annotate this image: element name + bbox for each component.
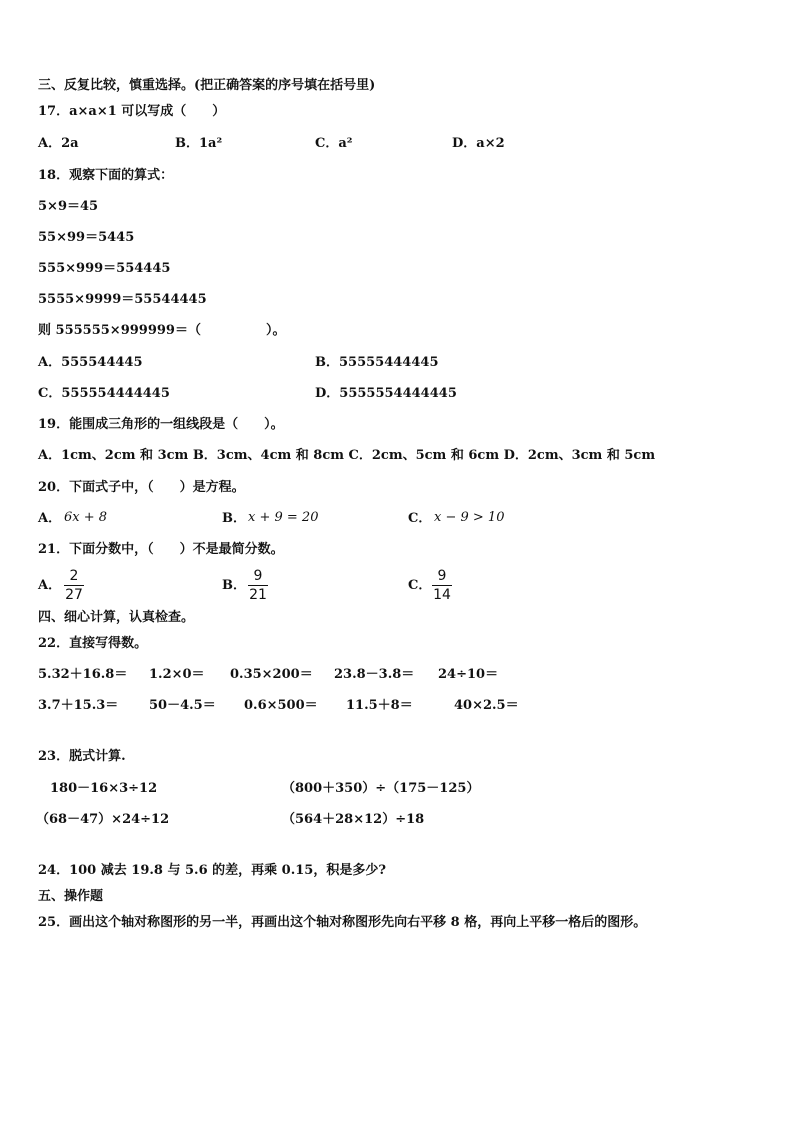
- q18-option-c: C．555554444445: [38, 386, 170, 401]
- q21-option-b-fraction: [248, 568, 268, 603]
- fraction-denominator: 21: [249, 587, 267, 603]
- q20-option-b-label: B．: [222, 511, 246, 526]
- q21-option-b-label: B．: [222, 578, 246, 593]
- q22-problem: 0.6×500＝: [244, 698, 318, 713]
- fraction-denominator: 14: [433, 587, 451, 603]
- question-19-stem: 19．能围成三角形的一组线段是（ ）。: [38, 417, 284, 432]
- q22-problem: 24÷10＝: [438, 667, 499, 682]
- q17-option-c: C．a²: [315, 136, 353, 151]
- q23-problem: （564＋28×12）÷18: [282, 812, 425, 827]
- question-21-stem: 21．下面分数中，（ ）不是最简分数。: [38, 542, 284, 557]
- q17-option-d: D．a×2: [452, 136, 505, 151]
- fraction-denominator: 27: [65, 587, 83, 603]
- q18-equation-line: 555×999＝554445: [38, 261, 171, 276]
- q17-option-a: A．2a: [38, 136, 79, 151]
- q18-option-d: D．5555554444445: [315, 386, 457, 401]
- q21-option-c-fraction: [432, 568, 452, 603]
- q22-problem: 3.7＋15.3＝: [38, 698, 119, 713]
- q22-problem: 40×2.5＝: [454, 698, 519, 713]
- q18-equation-line: 55×99＝5445: [38, 230, 135, 245]
- q20-option-b-expr: x + 9 = 20: [248, 510, 319, 525]
- q21-option-a-label: A．: [38, 578, 62, 593]
- fraction-bar: [432, 585, 452, 586]
- question-17-stem: 17．a×a×1 可以写成（ ）: [38, 104, 226, 119]
- question-23-stem: 23．脱式计算.: [38, 749, 126, 764]
- q22-problem: 50－4.5＝: [149, 698, 216, 713]
- q19-options: A．1cm、2cm 和 3cm B．3cm、4cm 和 8cm C．2cm、5cm 和 6cm D．2cm、3cm 和 5cm: [38, 448, 656, 463]
- question-22-stem: 22．直接写得数。: [38, 636, 148, 651]
- q21-option-c-label: C．: [408, 578, 432, 593]
- q22-problem: 1.2×0＝: [149, 667, 205, 682]
- q23-problem: （800＋350）÷（175－125）: [282, 781, 480, 796]
- fraction-numerator: 9: [253, 568, 263, 584]
- q18-equation-line: 5×9＝45: [38, 199, 99, 214]
- q23-problem: 180－16×3÷12: [50, 781, 158, 796]
- fraction-bar: [248, 585, 268, 586]
- q18-option-b: B．55555444445: [315, 355, 439, 370]
- q20-option-c-label: C．: [408, 511, 432, 526]
- section-heading: 三、反复比较，慎重选择。(把正确答案的序号填在括号里): [38, 78, 376, 93]
- q20-option-a-label: A．: [38, 511, 62, 526]
- q18-question: 则 555555×999999＝（ ）。: [38, 323, 286, 338]
- q22-problem: 11.5＋8＝: [346, 698, 413, 713]
- q22-problem: 5.32＋16.8＝: [38, 667, 128, 682]
- fraction-numerator: 9: [437, 568, 447, 584]
- q18-option-a: A．555544445: [38, 355, 143, 370]
- q20-option-c-expr: x − 9 > 10: [434, 510, 505, 525]
- question-20-stem: 20．下面式子中，（ ）是方程。: [38, 480, 245, 495]
- question-25-stem: 25．画出这个轴对称图形的另一半，再画出这个轴对称图形先向右平移 8 格，再向上平移一格后的图形。: [38, 915, 647, 930]
- q23-problem: （68－47）×24÷12: [36, 812, 170, 827]
- section-heading: 四、细心计算，认真检查。: [38, 610, 195, 625]
- q22-problem: 23.8－3.8＝: [334, 667, 415, 682]
- q22-problem: 0.35×200＝: [230, 667, 313, 682]
- fraction-bar: [64, 585, 84, 586]
- q20-option-a-expr: 6x + 8: [64, 510, 108, 525]
- section-heading: 五、操作题: [38, 889, 104, 904]
- q18-equation-line: 5555×9999＝55544445: [38, 292, 207, 307]
- q17-option-b: B．1a²: [175, 136, 223, 151]
- fraction-numerator: 2: [69, 568, 79, 584]
- question-24-stem: 24．100 减去 19.8 与 5.6 的差，再乘 0.15，积是多少?: [38, 863, 386, 878]
- q21-option-a-fraction: [64, 568, 84, 603]
- question-18-stem: 18．观察下面的算式：: [38, 168, 174, 183]
